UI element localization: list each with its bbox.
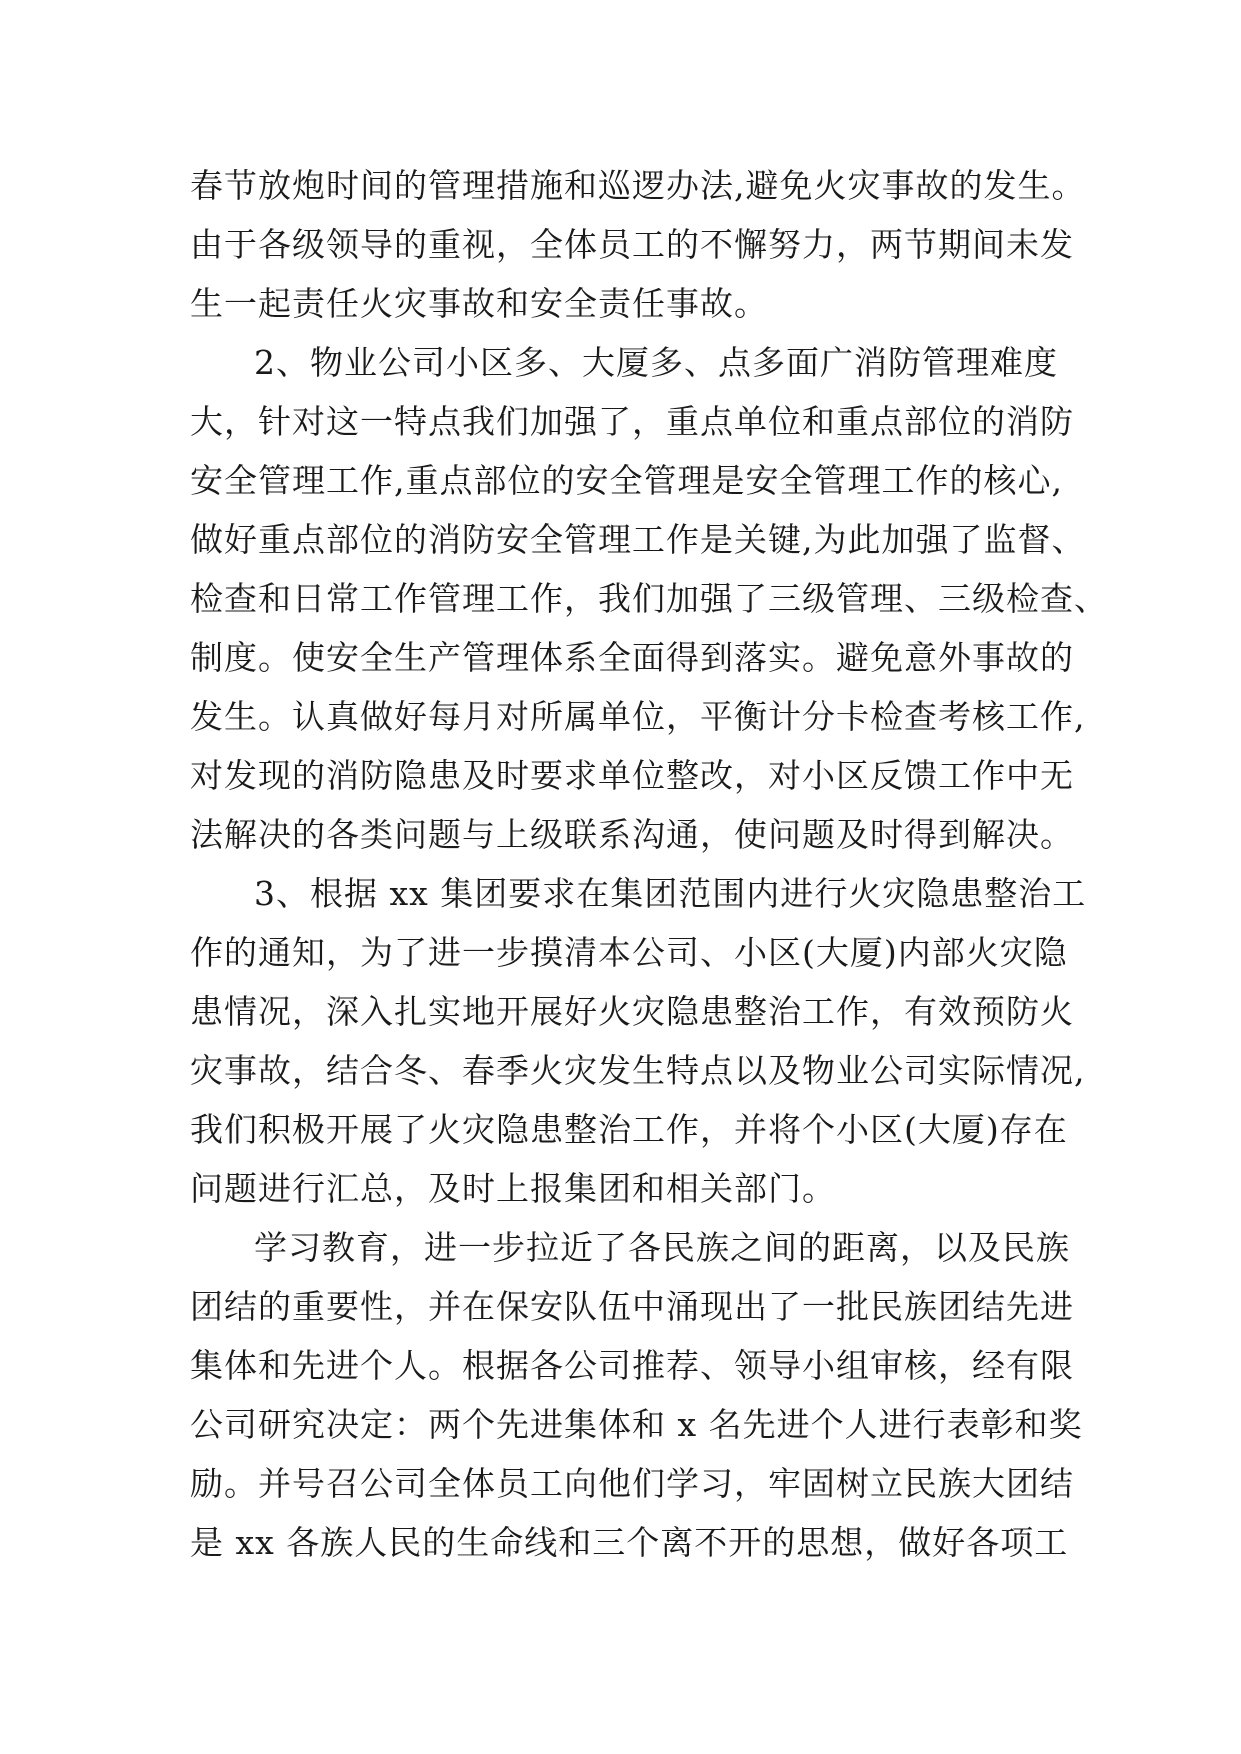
text-line: 集体和先进个人。根据各公司推荐、领导小组审核，经有限 [190, 1346, 1074, 1385]
text-line: 由于各级领导的重视，全体员工的不懈努力，两节期间未发 [190, 225, 1074, 264]
text-line: 安全管理工作,重点部位的安全管理是安全管理工作的核心, [190, 461, 1063, 500]
text-line: 对发现的消防隐患及时要求单位整改，对小区反馈工作中无 [190, 756, 1074, 795]
text-line: 大，针对这一特点我们加强了，重点单位和重点部位的消防 [190, 402, 1074, 441]
text-line: 春节放炮时间的管理措施和巡逻办法,避免火灾事故的发生。 [190, 166, 1086, 205]
document-body [190, 156, 1108, 1572]
text-line: 团结的重要性，并在保安队伍中涌现出了一批民族团结先进 [190, 1287, 1074, 1326]
text-line: 制度。使安全生产管理体系全面得到落实。避免意外事故的 [190, 638, 1074, 677]
text-line: 法解决的各类问题与上级联系沟通，使问题及时得到解决。 [190, 815, 1074, 854]
text-line: 灾事故，结合冬、春季火灾发生特点以及物业公司实际情况, [190, 1051, 1086, 1090]
paragraph-start-line: 3、根据 xx 集团要求在集团范围内进行火灾隐患整治工 [254, 874, 1087, 913]
paragraph-start-line: 学习教育，进一步拉近了各民族之间的距离，以及民族 [254, 1228, 1070, 1267]
text-line: 患情况，深入扎实地开展好火灾隐患整治工作，有效预防火 [190, 992, 1074, 1031]
text-line: 是 xx 各族人民的生命线和三个离不开的思想，做好各项工 [190, 1523, 1069, 1562]
text-line: 检查和日常工作管理工作，我们加强了三级管理、三级检查、 [190, 579, 1108, 618]
text-line: 公司研究决定：两个先进集体和 x 名先进个人进行表彰和奖 [190, 1405, 1083, 1444]
text-line: 作的通知，为了进一步摸清本公司、小区(大厦)内部火灾隐 [190, 933, 1068, 972]
paragraph-start-line: 2、物业公司小区多、大厦多、点多面广消防管理难度 [254, 343, 1058, 382]
text-line: 励。并号召公司全体员工向他们学习，牢固树立民族大团结 [190, 1464, 1074, 1503]
text-line: 做好重点部位的消防安全管理工作是关键,为此加强了监督、 [190, 520, 1086, 559]
text-line: 发生。认真做好每月对所属单位，平衡计分卡检查考核工作, [190, 697, 1086, 736]
text-line: 我们积极开展了火灾隐患整治工作，并将个小区(大厦)存在 [190, 1110, 1068, 1149]
text-line: 问题进行汇总，及时上报集团和相关部门。 [190, 1169, 836, 1208]
text-line: 生一起责任火灾事故和安全责任事故。 [190, 284, 768, 323]
